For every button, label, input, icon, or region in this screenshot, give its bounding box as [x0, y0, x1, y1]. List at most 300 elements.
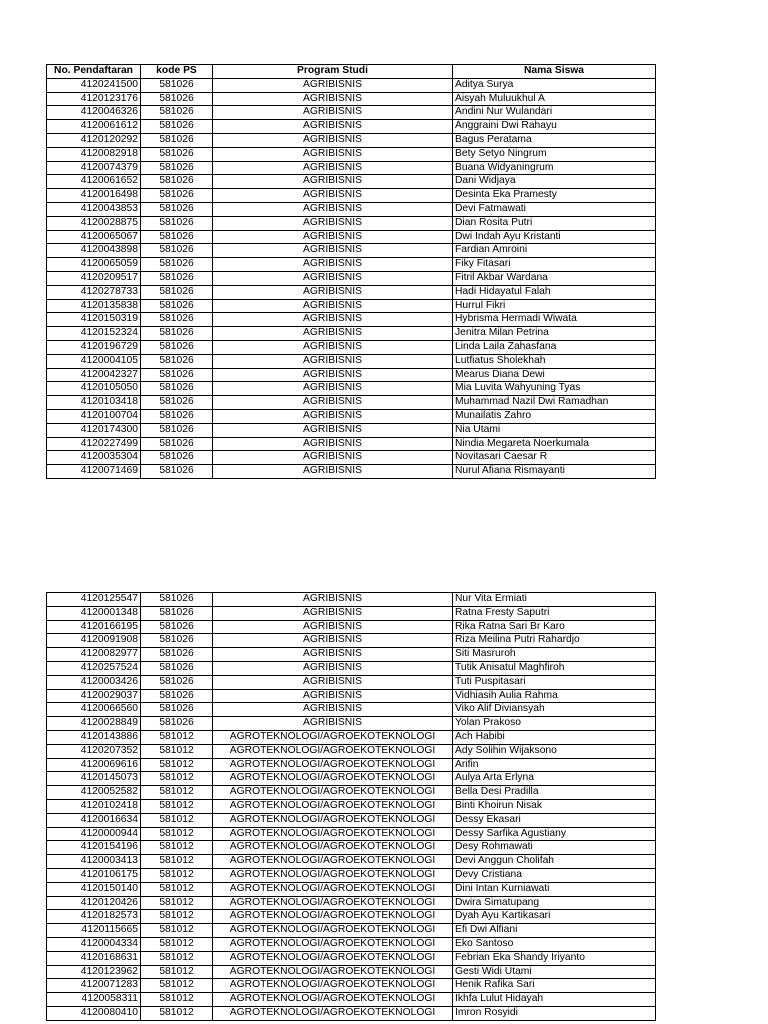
cell-nama-siswa: Nur Vita Ermiati: [453, 593, 656, 607]
cell-nama-siswa: Siti Masruroh: [453, 648, 656, 662]
table-row: [47, 244, 656, 258]
table-row: [47, 703, 656, 717]
cell-no-pendaftaran: 4120150319: [47, 313, 141, 327]
cell-no-pendaftaran: 4120065067: [47, 230, 141, 244]
cell-no-pendaftaran: 4120028849: [47, 717, 141, 731]
cell-program-studi: AGRIBISNIS: [213, 202, 453, 216]
cell-program-studi: AGROTEKNOLOGI/AGROEKOTEKNOLOGI: [213, 827, 453, 841]
cell-program-studi: AGROTEKNOLOGI/AGROEKOTEKNOLOGI: [213, 924, 453, 938]
table-row: [47, 299, 656, 313]
cell-nama-siswa: Dessy Sarfika Agustiany: [453, 827, 656, 841]
cell-kode-ps: 581026: [141, 593, 213, 607]
cell-program-studi: AGRIBISNIS: [213, 593, 453, 607]
cell-no-pendaftaran: 4120103418: [47, 396, 141, 410]
cell-program-studi: AGRIBISNIS: [213, 106, 453, 120]
cell-no-pendaftaran: 4120115665: [47, 924, 141, 938]
cell-no-pendaftaran: 4120004105: [47, 354, 141, 368]
cell-program-studi: AGROTEKNOLOGI/AGROEKOTEKNOLOGI: [213, 993, 453, 1007]
cell-kode-ps: 581026: [141, 620, 213, 634]
table-row: [47, 216, 656, 230]
cell-kode-ps: 581026: [141, 299, 213, 313]
table-row: [47, 258, 656, 272]
table-row: [47, 161, 656, 175]
cell-nama-siswa: Hadi Hidayatul Falah: [453, 285, 656, 299]
table-row: [47, 924, 656, 938]
table-row: [47, 827, 656, 841]
cell-nama-siswa: Desinta Eka Pramesty: [453, 189, 656, 203]
table-row: [47, 78, 656, 92]
cell-kode-ps: 581026: [141, 258, 213, 272]
cell-kode-ps: 581026: [141, 661, 213, 675]
table-row: [47, 896, 656, 910]
cell-program-studi: AGROTEKNOLOGI/AGROEKOTEKNOLOGI: [213, 937, 453, 951]
table-row: [47, 675, 656, 689]
cell-kode-ps: 581026: [141, 92, 213, 106]
table-row: [47, 465, 656, 479]
cell-kode-ps: 581026: [141, 396, 213, 410]
table-row: [47, 689, 656, 703]
cell-no-pendaftaran: 4120145073: [47, 772, 141, 786]
cell-kode-ps: 581026: [141, 216, 213, 230]
cell-program-studi: AGROTEKNOLOGI/AGROEKOTEKNOLOGI: [213, 965, 453, 979]
cell-no-pendaftaran: 4120174300: [47, 423, 141, 437]
cell-kode-ps: 581026: [141, 465, 213, 479]
cell-program-studi: AGRIBISNIS: [213, 465, 453, 479]
table-row: [47, 271, 656, 285]
cell-nama-siswa: Henik Rafika Sari: [453, 979, 656, 993]
cell-program-studi: AGRIBISNIS: [213, 382, 453, 396]
registration-table-1: [46, 64, 656, 479]
table-row: [47, 772, 656, 786]
cell-program-studi: AGROTEKNOLOGI/AGROEKOTEKNOLOGI: [213, 758, 453, 772]
cell-program-studi: AGRIBISNIS: [213, 299, 453, 313]
table-row: [47, 661, 656, 675]
cell-kode-ps: 581012: [141, 937, 213, 951]
cell-program-studi: AGROTEKNOLOGI/AGROEKOTEKNOLOGI: [213, 730, 453, 744]
cell-kode-ps: 581012: [141, 813, 213, 827]
cell-no-pendaftaran: 4120028875: [47, 216, 141, 230]
cell-program-studi: AGRIBISNIS: [213, 244, 453, 258]
cell-kode-ps: 581026: [141, 202, 213, 216]
table-row: [47, 634, 656, 648]
cell-kode-ps: 581026: [141, 382, 213, 396]
table-row: [47, 313, 656, 327]
cell-program-studi: AGRIBISNIS: [213, 92, 453, 106]
table-row: [47, 437, 656, 451]
cell-program-studi: AGRIBISNIS: [213, 451, 453, 465]
cell-program-studi: AGRIBISNIS: [213, 396, 453, 410]
cell-kode-ps: 581026: [141, 147, 213, 161]
cell-program-studi: AGRIBISNIS: [213, 368, 453, 382]
cell-kode-ps: 581026: [141, 606, 213, 620]
cell-kode-ps: 581026: [141, 106, 213, 120]
cell-kode-ps: 581012: [141, 910, 213, 924]
cell-nama-siswa: Andini Nur Wulandari: [453, 106, 656, 120]
table-row: [47, 606, 656, 620]
cell-no-pendaftaran: 4120065059: [47, 258, 141, 272]
cell-nama-siswa: Dwira Simatupang: [453, 896, 656, 910]
table-row: [47, 910, 656, 924]
cell-nama-siswa: Viko Alif Diviansyah: [453, 703, 656, 717]
cell-nama-siswa: Mia Luvita Wahyuning Tyas: [453, 382, 656, 396]
cell-kode-ps: 581012: [141, 772, 213, 786]
table-row: [47, 855, 656, 869]
cell-nama-siswa: Bagus Peratama: [453, 133, 656, 147]
cell-program-studi: AGRIBISNIS: [213, 271, 453, 285]
cell-kode-ps: 581012: [141, 799, 213, 813]
cell-no-pendaftaran: 4120001348: [47, 606, 141, 620]
table-body-1: [47, 78, 656, 478]
cell-kode-ps: 581026: [141, 634, 213, 648]
cell-no-pendaftaran: 4120152324: [47, 327, 141, 341]
cell-kode-ps: 581026: [141, 175, 213, 189]
table-row: [47, 1006, 656, 1020]
cell-no-pendaftaran: 4120029037: [47, 689, 141, 703]
cell-nama-siswa: Nindia Megareta Noerkumala: [453, 437, 656, 451]
cell-no-pendaftaran: 4120080410: [47, 1006, 141, 1020]
table-row: [47, 620, 656, 634]
cell-no-pendaftaran: 4120209517: [47, 271, 141, 285]
cell-program-studi: AGROTEKNOLOGI/AGROEKOTEKNOLOGI: [213, 910, 453, 924]
cell-kode-ps: 581026: [141, 244, 213, 258]
cell-nama-siswa: Nia Utami: [453, 423, 656, 437]
cell-program-studi: AGROTEKNOLOGI/AGROEKOTEKNOLOGI: [213, 772, 453, 786]
table-row: [47, 106, 656, 120]
table-row: [47, 285, 656, 299]
cell-kode-ps: 581026: [141, 437, 213, 451]
cell-program-studi: AGRIBISNIS: [213, 689, 453, 703]
cell-nama-siswa: Hybrisma Hermadi Wiwata: [453, 313, 656, 327]
table-row: [47, 882, 656, 896]
cell-nama-siswa: Ach Habibi: [453, 730, 656, 744]
cell-nama-siswa: Ady Solihin Wijaksono: [453, 744, 656, 758]
cell-program-studi: AGRIBISNIS: [213, 634, 453, 648]
cell-kode-ps: 581012: [141, 882, 213, 896]
cell-kode-ps: 581012: [141, 979, 213, 993]
cell-nama-siswa: Gesti Widi Utami: [453, 965, 656, 979]
table-row: [47, 868, 656, 882]
cell-no-pendaftaran: 4120196729: [47, 340, 141, 354]
cell-no-pendaftaran: 4120182573: [47, 910, 141, 924]
table-row: [47, 133, 656, 147]
cell-nama-siswa: Fardian Amroini: [453, 244, 656, 258]
cell-program-studi: AGRIBISNIS: [213, 230, 453, 244]
cell-kode-ps: 581026: [141, 189, 213, 203]
cell-no-pendaftaran: 4120091908: [47, 634, 141, 648]
cell-kode-ps: 581026: [141, 230, 213, 244]
cell-program-studi: AGROTEKNOLOGI/AGROEKOTEKNOLOGI: [213, 1006, 453, 1020]
cell-kode-ps: 581026: [141, 120, 213, 134]
table-row: [47, 648, 656, 662]
cell-program-studi: AGRIBISNIS: [213, 437, 453, 451]
cell-no-pendaftaran: 4120135838: [47, 299, 141, 313]
cell-nama-siswa: Yolan Prakoso: [453, 717, 656, 731]
cell-no-pendaftaran: 4120125547: [47, 593, 141, 607]
cell-program-studi: AGRIBISNIS: [213, 147, 453, 161]
cell-nama-siswa: Dessy Ekasari: [453, 813, 656, 827]
cell-nama-siswa: Munailatis Zahro: [453, 409, 656, 423]
cell-no-pendaftaran: 4120123962: [47, 965, 141, 979]
cell-kode-ps: 581026: [141, 423, 213, 437]
cell-program-studi: AGROTEKNOLOGI/AGROEKOTEKNOLOGI: [213, 813, 453, 827]
cell-no-pendaftaran: 4120016498: [47, 189, 141, 203]
cell-kode-ps: 581026: [141, 313, 213, 327]
cell-program-studi: AGRIBISNIS: [213, 648, 453, 662]
cell-no-pendaftaran: 4120150140: [47, 882, 141, 896]
cell-no-pendaftaran: 4120105050: [47, 382, 141, 396]
cell-no-pendaftaran: 4120120426: [47, 896, 141, 910]
cell-no-pendaftaran: 4120123176: [47, 92, 141, 106]
cell-kode-ps: 581026: [141, 717, 213, 731]
cell-program-studi: AGRIBISNIS: [213, 354, 453, 368]
cell-no-pendaftaran: 4120257524: [47, 661, 141, 675]
cell-program-studi: AGROTEKNOLOGI/AGROEKOTEKNOLOGI: [213, 882, 453, 896]
cell-nama-siswa: Nurul Afiana Rismayanti: [453, 465, 656, 479]
cell-no-pendaftaran: 4120069616: [47, 758, 141, 772]
cell-nama-siswa: Dwi Indah Ayu Kristanti: [453, 230, 656, 244]
cell-program-studi: AGRIBISNIS: [213, 661, 453, 675]
cell-kode-ps: 581026: [141, 161, 213, 175]
cell-nama-siswa: Muhammad Nazil Dwi Ramadhan: [453, 396, 656, 410]
cell-kode-ps: 581026: [141, 409, 213, 423]
cell-nama-siswa: Devi Fatmawati: [453, 202, 656, 216]
cell-program-studi: AGROTEKNOLOGI/AGROEKOTEKNOLOGI: [213, 979, 453, 993]
cell-nama-siswa: Bety Setyo Ningrum: [453, 147, 656, 161]
table-row: [47, 189, 656, 203]
cell-nama-siswa: Vidhiasih Aulia Rahma: [453, 689, 656, 703]
cell-kode-ps: 581012: [141, 855, 213, 869]
cell-nama-siswa: Fitril Akbar Wardana: [453, 271, 656, 285]
header-nama-siswa: Nama Siswa: [453, 65, 656, 79]
cell-program-studi: AGRIBISNIS: [213, 285, 453, 299]
cell-kode-ps: 581012: [141, 1006, 213, 1020]
cell-program-studi: AGROTEKNOLOGI/AGROEKOTEKNOLOGI: [213, 744, 453, 758]
cell-no-pendaftaran: 4120003413: [47, 855, 141, 869]
table-row: [47, 965, 656, 979]
table-row: [47, 717, 656, 731]
cell-program-studi: AGRIBISNIS: [213, 189, 453, 203]
cell-no-pendaftaran: 4120052582: [47, 786, 141, 800]
cell-nama-siswa: Imron Rosyidi: [453, 1006, 656, 1020]
cell-no-pendaftaran: 4120003426: [47, 675, 141, 689]
cell-nama-siswa: Devy Cristiana: [453, 868, 656, 882]
cell-nama-siswa: Fiky Fitasari: [453, 258, 656, 272]
table-row: [47, 786, 656, 800]
cell-nama-siswa: Devi Anggun Cholifah: [453, 855, 656, 869]
cell-kode-ps: 581012: [141, 951, 213, 965]
cell-no-pendaftaran: 4120066560: [47, 703, 141, 717]
cell-kode-ps: 581026: [141, 354, 213, 368]
registration-table-2: [46, 592, 656, 1021]
table-row: [47, 730, 656, 744]
cell-kode-ps: 581026: [141, 271, 213, 285]
cell-no-pendaftaran: 4120100704: [47, 409, 141, 423]
cell-program-studi: AGROTEKNOLOGI/AGROEKOTEKNOLOGI: [213, 868, 453, 882]
cell-nama-siswa: Riza Meilina Putri Rahardjo: [453, 634, 656, 648]
cell-nama-siswa: Ratna Fresty Saputri: [453, 606, 656, 620]
cell-nama-siswa: Binti Khoirun Nisak: [453, 799, 656, 813]
table-body-2: [47, 593, 656, 1021]
cell-kode-ps: 581026: [141, 703, 213, 717]
table-header-row: [47, 65, 656, 79]
cell-kode-ps: 581026: [141, 689, 213, 703]
cell-nama-siswa: Dini Intan Kurniawati: [453, 882, 656, 896]
table-row: [47, 979, 656, 993]
cell-no-pendaftaran: 4120143886: [47, 730, 141, 744]
cell-program-studi: AGRIBISNIS: [213, 133, 453, 147]
cell-no-pendaftaran: 4120043853: [47, 202, 141, 216]
cell-program-studi: AGRIBISNIS: [213, 717, 453, 731]
cell-program-studi: AGRIBISNIS: [213, 120, 453, 134]
cell-program-studi: AGRIBISNIS: [213, 620, 453, 634]
cell-kode-ps: 581026: [141, 675, 213, 689]
cell-nama-siswa: Linda Laila Zahasfana: [453, 340, 656, 354]
cell-nama-siswa: Rika Ratna Sari Br Karo: [453, 620, 656, 634]
cell-nama-siswa: Efi Dwi Alfiani: [453, 924, 656, 938]
cell-program-studi: AGROTEKNOLOGI/AGROEKOTEKNOLOGI: [213, 786, 453, 800]
cell-no-pendaftaran: 4120102418: [47, 799, 141, 813]
table-row: [47, 340, 656, 354]
table-row: [47, 937, 656, 951]
cell-nama-siswa: Mearus Diana Dewi: [453, 368, 656, 382]
table-row: [47, 593, 656, 607]
cell-kode-ps: 581012: [141, 868, 213, 882]
cell-program-studi: AGRIBISNIS: [213, 675, 453, 689]
cell-no-pendaftaran: 4120061652: [47, 175, 141, 189]
cell-no-pendaftaran: 4120168631: [47, 951, 141, 965]
cell-kode-ps: 581012: [141, 786, 213, 800]
cell-program-studi: AGROTEKNOLOGI/AGROEKOTEKNOLOGI: [213, 896, 453, 910]
cell-no-pendaftaran: 4120154196: [47, 841, 141, 855]
table-row: [47, 175, 656, 189]
cell-kode-ps: 581026: [141, 368, 213, 382]
cell-program-studi: AGRIBISNIS: [213, 216, 453, 230]
cell-no-pendaftaran: 4120071283: [47, 979, 141, 993]
cell-no-pendaftaran: 4120000944: [47, 827, 141, 841]
table-row: [47, 813, 656, 827]
cell-no-pendaftaran: 4120106175: [47, 868, 141, 882]
cell-nama-siswa: Buana Widyaningrum: [453, 161, 656, 175]
cell-no-pendaftaran: 4120082977: [47, 648, 141, 662]
cell-no-pendaftaran: 4120058311: [47, 993, 141, 1007]
cell-no-pendaftaran: 4120278733: [47, 285, 141, 299]
table-row: [47, 120, 656, 134]
cell-nama-siswa: Lutfiatus Sholekhah: [453, 354, 656, 368]
table-row: [47, 951, 656, 965]
cell-program-studi: AGRIBISNIS: [213, 161, 453, 175]
cell-nama-siswa: Anggraini Dwi Rahayu: [453, 120, 656, 134]
cell-kode-ps: 581012: [141, 827, 213, 841]
cell-program-studi: AGRIBISNIS: [213, 703, 453, 717]
table-row: [47, 758, 656, 772]
cell-program-studi: AGROTEKNOLOGI/AGROEKOTEKNOLOGI: [213, 841, 453, 855]
table-row: [47, 993, 656, 1007]
cell-nama-siswa: Dyah Ayu Kartikasari: [453, 910, 656, 924]
cell-nama-siswa: Bella Desi Pradilla: [453, 786, 656, 800]
cell-nama-siswa: Ikhfa Lulut Hidayah: [453, 993, 656, 1007]
cell-kode-ps: 581026: [141, 285, 213, 299]
table-row: [47, 354, 656, 368]
cell-no-pendaftaran: 4120042327: [47, 368, 141, 382]
cell-nama-siswa: Novitasari Caesar R: [453, 451, 656, 465]
cell-kode-ps: 581026: [141, 648, 213, 662]
cell-no-pendaftaran: 4120166195: [47, 620, 141, 634]
table-row: [47, 423, 656, 437]
cell-nama-siswa: Aulya Arta Erlyna: [453, 772, 656, 786]
cell-kode-ps: 581026: [141, 78, 213, 92]
table-row: [47, 799, 656, 813]
cell-nama-siswa: Febrian Eka Shandy Iriyanto: [453, 951, 656, 965]
cell-no-pendaftaran: 4120061612: [47, 120, 141, 134]
cell-nama-siswa: Tutik Anisatul Maghfiroh: [453, 661, 656, 675]
cell-nama-siswa: Desy Rohmawati: [453, 841, 656, 855]
header-kode-ps: kode PS: [141, 65, 213, 79]
cell-no-pendaftaran: 4120074379: [47, 161, 141, 175]
cell-program-studi: AGRIBISNIS: [213, 340, 453, 354]
cell-no-pendaftaran: 4120046326: [47, 106, 141, 120]
cell-no-pendaftaran: 4120207352: [47, 744, 141, 758]
table-row: [47, 230, 656, 244]
cell-kode-ps: 581026: [141, 340, 213, 354]
table-row: [47, 147, 656, 161]
cell-no-pendaftaran: 4120241500: [47, 78, 141, 92]
table-row: [47, 368, 656, 382]
table-row: [47, 451, 656, 465]
cell-program-studi: AGROTEKNOLOGI/AGROEKOTEKNOLOGI: [213, 799, 453, 813]
table-row: [47, 382, 656, 396]
cell-nama-siswa: Dani Widjaya: [453, 175, 656, 189]
cell-kode-ps: 581012: [141, 744, 213, 758]
header-no-pendaftaran: No. Pendaftaran: [47, 65, 141, 79]
cell-program-studi: AGRIBISNIS: [213, 409, 453, 423]
cell-nama-siswa: Jenitra Milan Petrina: [453, 327, 656, 341]
cell-no-pendaftaran: 4120120292: [47, 133, 141, 147]
cell-no-pendaftaran: 4120227499: [47, 437, 141, 451]
cell-program-studi: AGRIBISNIS: [213, 327, 453, 341]
cell-kode-ps: 581012: [141, 924, 213, 938]
table-row: [47, 409, 656, 423]
table-row: [47, 202, 656, 216]
cell-kode-ps: 581026: [141, 451, 213, 465]
table-row: [47, 396, 656, 410]
cell-program-studi: AGROTEKNOLOGI/AGROEKOTEKNOLOGI: [213, 951, 453, 965]
cell-nama-siswa: Tuti Puspitasari: [453, 675, 656, 689]
cell-kode-ps: 581012: [141, 896, 213, 910]
cell-nama-siswa: Aditya Surya: [453, 78, 656, 92]
cell-no-pendaftaran: 4120035304: [47, 451, 141, 465]
cell-nama-siswa: Dian Rosita Putri: [453, 216, 656, 230]
cell-program-studi: AGROTEKNOLOGI/AGROEKOTEKNOLOGI: [213, 855, 453, 869]
cell-kode-ps: 581012: [141, 841, 213, 855]
table-row: [47, 327, 656, 341]
cell-kode-ps: 581012: [141, 993, 213, 1007]
cell-program-studi: AGRIBISNIS: [213, 175, 453, 189]
cell-no-pendaftaran: 4120043898: [47, 244, 141, 258]
cell-kode-ps: 581012: [141, 730, 213, 744]
cell-kode-ps: 581026: [141, 327, 213, 341]
cell-no-pendaftaran: 4120004334: [47, 937, 141, 951]
header-program-studi: Program Studi: [213, 65, 453, 79]
table-row: [47, 744, 656, 758]
cell-no-pendaftaran: 4120016634: [47, 813, 141, 827]
cell-program-studi: AGRIBISNIS: [213, 78, 453, 92]
cell-program-studi: AGRIBISNIS: [213, 606, 453, 620]
cell-nama-siswa: Aisyah Muluukhul A: [453, 92, 656, 106]
cell-nama-siswa: Arifin: [453, 758, 656, 772]
cell-nama-siswa: Eko Santoso: [453, 937, 656, 951]
table-row: [47, 92, 656, 106]
cell-program-studi: AGRIBISNIS: [213, 313, 453, 327]
